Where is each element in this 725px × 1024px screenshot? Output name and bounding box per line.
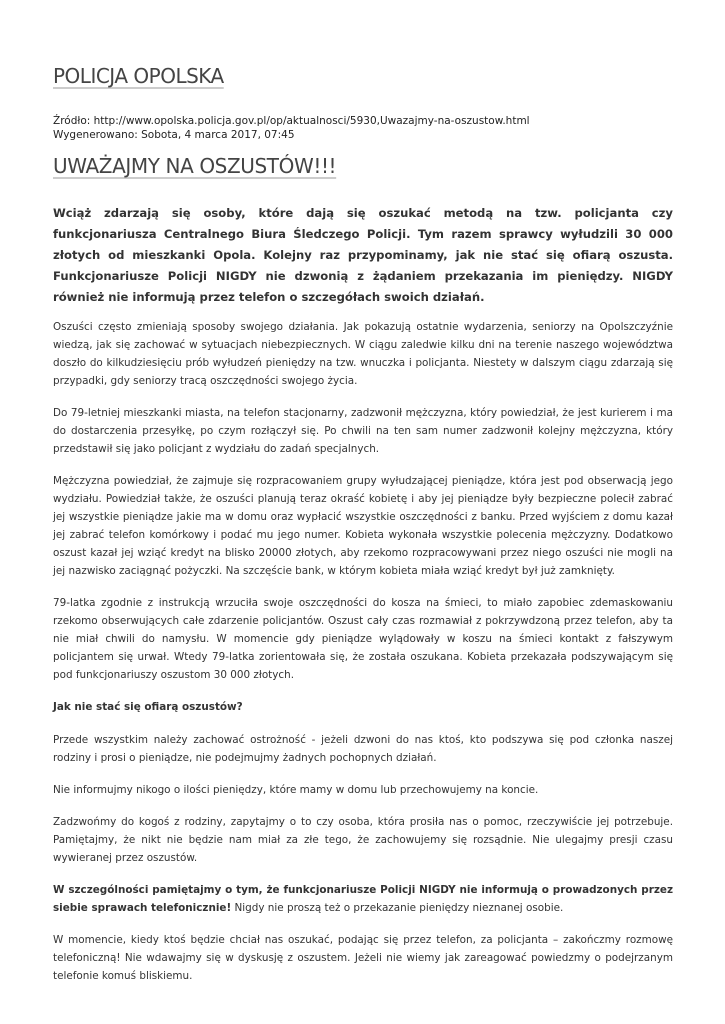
- paragraph: Oszuści często zmieniają sposoby swojego działania. Jak pokazują ostatnie wydarzenia, seniorzy na Opolszczyźnie wiedzą, jak się zachować w sytuacjach niebezpiecznych. W ciągu zaledwie kilku dni na terenie naszego województwa doszło do kilkudziesięciu prób wyłudzeń pieniędzy na tzw. wnuczka i policjanta. Niestety w dalszym ciągu zdarzają się przypadki, gdy seniorzy tracą oszczędności swojego życia.: [53, 321, 673, 387]
- site-title: POLICJA OPOLSKA: [53, 64, 224, 88]
- paragraph: Do 79-letniej mieszkanki miasta, na telefon stacjonarny, zadzwonił mężczyzna, który powiedział, że jest kurierem i ma do dostarczenia przesyłkę, po czym rozłączył się. Po chwili na ten sam numer zadzwonił kolejny mężczyzna, który przedstawił się jako policjant z wydziału do zadań specjalnych.: [53, 407, 673, 455]
- paragraph: Przede wszystkim należy zachować ostrożność - jeżeli dzwoni do nas ktoś, kto podszywa się pod członka naszej rodziny i prosi o pieniądze, nie podejmujmy żadnych pochopnych działań.: [53, 734, 673, 764]
- meta-info: [53, 114, 530, 142]
- paragraph: Nie informujmy nikogo o ilości pieniędzy, które mamy w domu lub przechowujemy na koncie.: [53, 784, 539, 796]
- article-body: [53, 318, 673, 999]
- source-line: Źródło: http://www.opolska.policja.gov.pl/op/aktualnosci/5930,Uwazajmy-na-oszustow.html: [53, 115, 530, 127]
- paragraph-text: Nigdy nie proszą też o przekazanie pieniędzy nieznanej osobie.: [231, 902, 564, 914]
- section-subheading: Jak nie stać się ofiarą oszustów?: [53, 701, 243, 713]
- paragraph: Zadzwońmy do kogoś z rodziny, zapytajmy o to czy osoba, która prosiła nas o pomoc, rzeczywiście jej potrzebuje. Pamiętajmy, że nikt nie będzie nam miał za złe tego, że zachowujemy się rozsądnie. Nie ulegajmy presji czasu wywieranej przez oszustów.: [53, 816, 673, 864]
- article-title: UWAŻAJMY NA OSZUSTÓW!!!: [53, 154, 337, 178]
- paragraph-emphasis: [53, 881, 673, 917]
- emphasis-text: W szczególności pamiętajmy o tym, że funkcjonariusze Policji NIGDY nie informują o prowadzonych przez siebie sprawach telefonicznie!: [53, 884, 673, 914]
- paragraph: 79-latka zgodnie z instrukcją wrzuciła swoje oszczędności do kosza na śmieci, to miało zapobiec zdemaskowaniu rzekomo obserwujących całe zdarzenie policjantów. Oszust cały czas rozmawiał z pokrzywdzoną przez telefon, aby ta nie miał chwili do namysłu. W momencie gdy pieniądze wylądowały w koszu na śmieci kontakt z fałszywym policjantem się urwał. Wtedy 79-latka zorientowała się, że została oszukana. Kobieta przekazała podszywającym się pod funkcjonariuszy oszustom 30 000 złotych.: [53, 597, 673, 681]
- paragraph: W momencie, kiedy ktoś będzie chciał nas oszukać, podając się przez telefon, za policjanta – zakończmy rozmowę telefoniczną! Nie wdawajmy się w dyskusję z oszustem. Jeżeli nie wiemy jak zareagować powiedzmy o podejrzanym telefonie komuś bliskiemu.: [53, 934, 673, 982]
- article-lead: Wciąż zdarzają się osoby, które dają się oszukać metodą na tzw. policjanta czy funkcjonariusza Centralnego Biura Śledczego Policji. Tym razem sprawcy wyłudzili 30 000 złotych od mieszkanki Opola. Kolejny raz przypominamy, jak nie stać się ofiarą oszusta. Funkcjonariusze Policji NIGDY nie dzwonią z żądaniem przekazania im pieniędzy. NIGDY również nie informują przez telefon o szczegółach swoich działań.: [53, 206, 673, 304]
- generated-line: Wygenerowano: Sobota, 4 marca 2017, 07:45: [53, 129, 295, 141]
- paragraph: Mężczyzna powiedział, że zajmuje się rozpracowaniem grupy wyłudzającej pieniądze, która jest pod obserwacją jego wydziału. Powiedział także, że oszuści planują teraz okraść kobietę i aby jej pieniądze były bezpieczne polecił zabrać jej wszystkie pieniądze jakie ma w domu oraz wypłacić wszystkie oszczędności z banku. Przed wyjściem z domu kazał jej zabrać telefon komórkowy i podać mu jego numer. Kobieta wykonała wszystkie polecenia mężczyzny. Dodatkowo oszust kazał jej wziąć kredyt na blisko 20000 złotych, aby rzekomo rozpracowywani przez niego oszuści nie mogli na jej nazwisko zaciągnąć pożyczki. Na szczęście bank, w którym kobieta miała wziąć kredyt był już zamknięty.: [53, 475, 673, 577]
